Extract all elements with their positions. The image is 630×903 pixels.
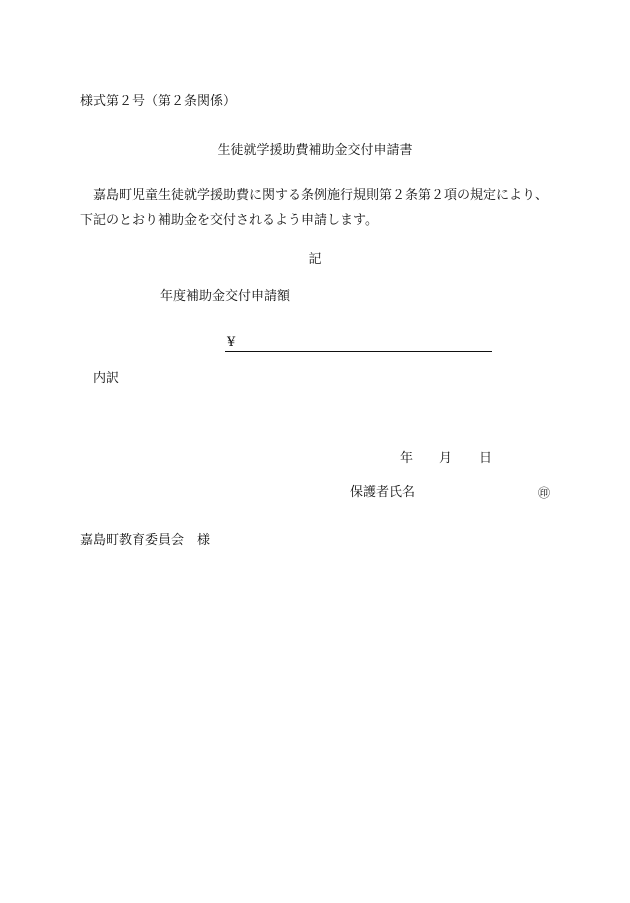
- document-title: 生徒就学援助費補助金交付申請書: [217, 143, 413, 158]
- form-number-label: 様式第２号（第２条関係）: [80, 94, 237, 109]
- seal-mark: ㊞: [538, 486, 551, 500]
- date-day-label: 日: [479, 451, 493, 466]
- addressee: 嘉島町教育委員会 様: [80, 533, 211, 548]
- date-month-label: 月: [439, 451, 453, 466]
- body-text-line-1: 嘉島町児童生徒就学援助費に関する条例施行規則第２条第２項の規定により、: [93, 188, 549, 203]
- ki-heading: 記: [308, 252, 322, 267]
- guardian-name-label: 保護者氏名: [350, 485, 416, 500]
- breakdown-label: 内訳: [93, 371, 120, 386]
- amount-label: 年度補助金交付申請額: [160, 289, 291, 304]
- date-year-label: 年: [400, 451, 414, 466]
- amount-field: [225, 335, 492, 352]
- body-text-line-2: 下記のとおり補助金を交付されるよう申請します。: [80, 213, 378, 228]
- yen-symbol: ¥: [227, 335, 236, 350]
